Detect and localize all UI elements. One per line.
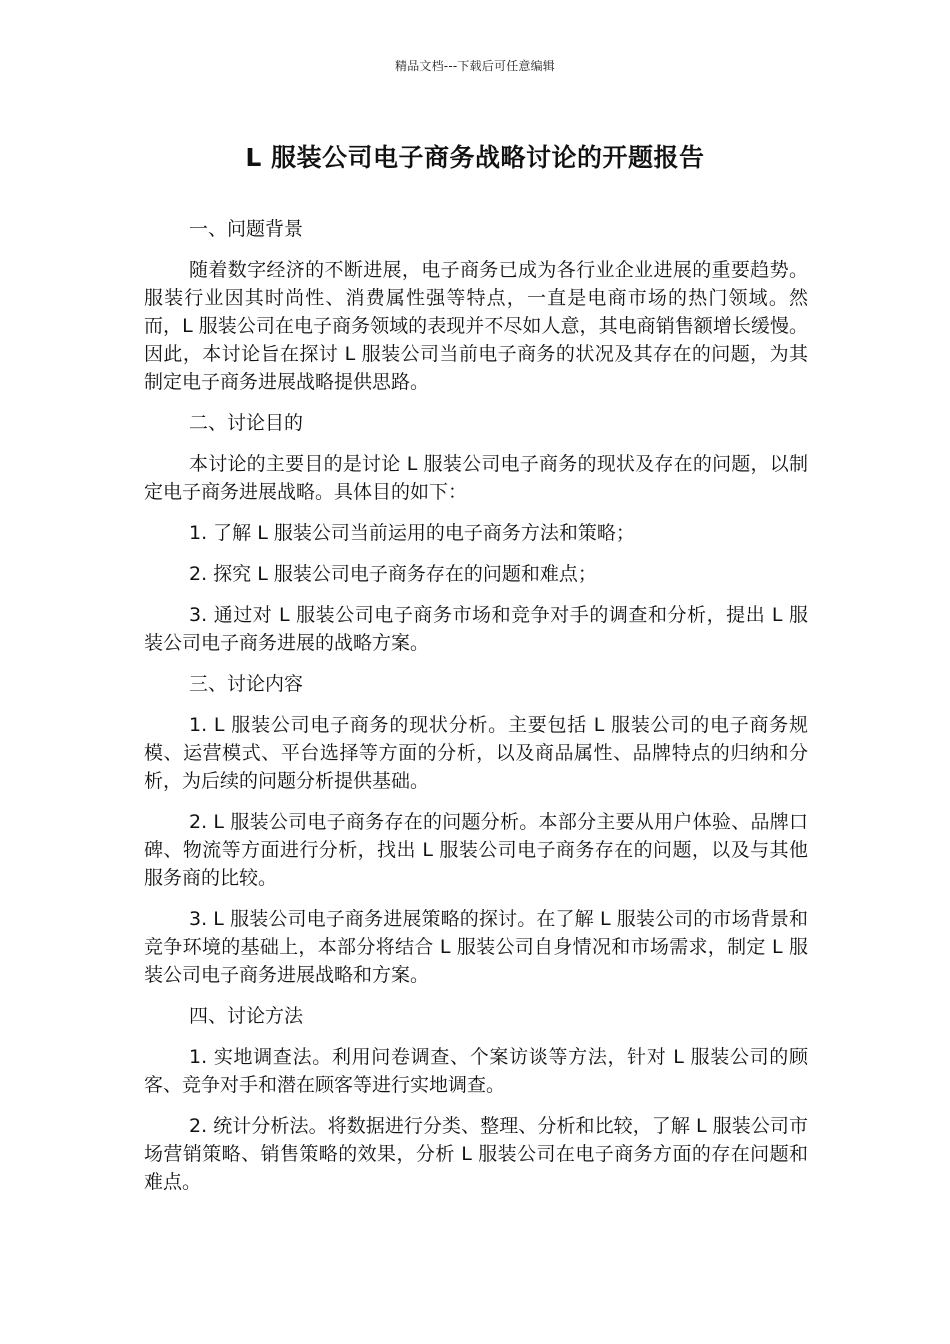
section-heading-method: 四、讨论方法 (189, 1005, 304, 1027)
list-item-method-1: 1. 实地调查法。利用问卷调查、个案访谈等方法，针对 L 服装公司的顾客、竞争对手和潜在顾客等进行实地调查。 (144, 1046, 808, 1096)
paragraph-background: 随着数字经济的不断进展，电子商务已成为各行业企业进展的重要趋势。服装行业因其时尚性、消费属性强等特点，一直是电商市场的热门领域。然而，L 服装公司在电子商务领域的表现并不尽如人意，其电商销售额增长缓慢。因此，本讨论旨在探讨 L 服装公司当前电子商务的状况及其存在的问题，为其制定电子商务进展战略提供思路。 (144, 259, 808, 393)
document-title: L 服装公司电子商务战略讨论的开题报告 (245, 143, 705, 172)
list-item-content-2: 2. L 服装公司电子商务存在的问题分析。本部分主要从用户体验、品牌口碑、物流等方面进行分析，找出 L 服装公司电子商务存在的问题，以及与其他服务商的比较。 (144, 811, 808, 889)
paragraph-purpose: 本讨论的主要目的是讨论 L 服装公司电子商务的现状及存在的问题，以制定电子商务进展战略。具体目的如下： (144, 453, 808, 503)
list-item-content-3: 3. L 服装公司电子商务进展策略的探讨。在了解 L 服装公司的市场背景和竞争环境的基础上，本部分将结合 L 服装公司自身情况和市场需求，制定 L 服装公司电子商务进展战略和方案。 (144, 908, 808, 986)
section-heading-background: 一、问题背景 (189, 218, 304, 240)
header-note: 精品文档---下载后可任意编辑 (395, 59, 555, 73)
list-item-purpose-3: 3. 通过对 L 服装公司电子商务市场和竞争对手的调查和分析，提出 L 服装公司电子商务进展的战略方案。 (144, 604, 808, 654)
list-item-purpose-1: 1. 了解 L 服装公司当前运用的电子商务方法和策略； (189, 522, 635, 544)
list-item-purpose-2: 2. 探究 L 服装公司电子商务存在的问题和难点； (189, 563, 597, 585)
list-item-content-1: 1. L 服装公司电子商务的现状分析。主要包括 L 服装公司的电子商务规模、运营模式、平台选择等方面的分析，以及商品属性、品牌特点的归纳和分析，为后续的问题分析提供基础。 (144, 714, 808, 792)
list-item-method-2: 2. 统计分析法。将数据进行分类、整理、分析和比较，了解 L 服装公司市场营销策略、销售策略的效果，分析 L 服装公司在电子商务方面的存在问题和难点。 (144, 1115, 808, 1193)
document-body (144, 215, 808, 1209)
section-heading-purpose: 二、讨论目的 (189, 412, 304, 434)
section-heading-content: 三、讨论内容 (189, 673, 304, 695)
